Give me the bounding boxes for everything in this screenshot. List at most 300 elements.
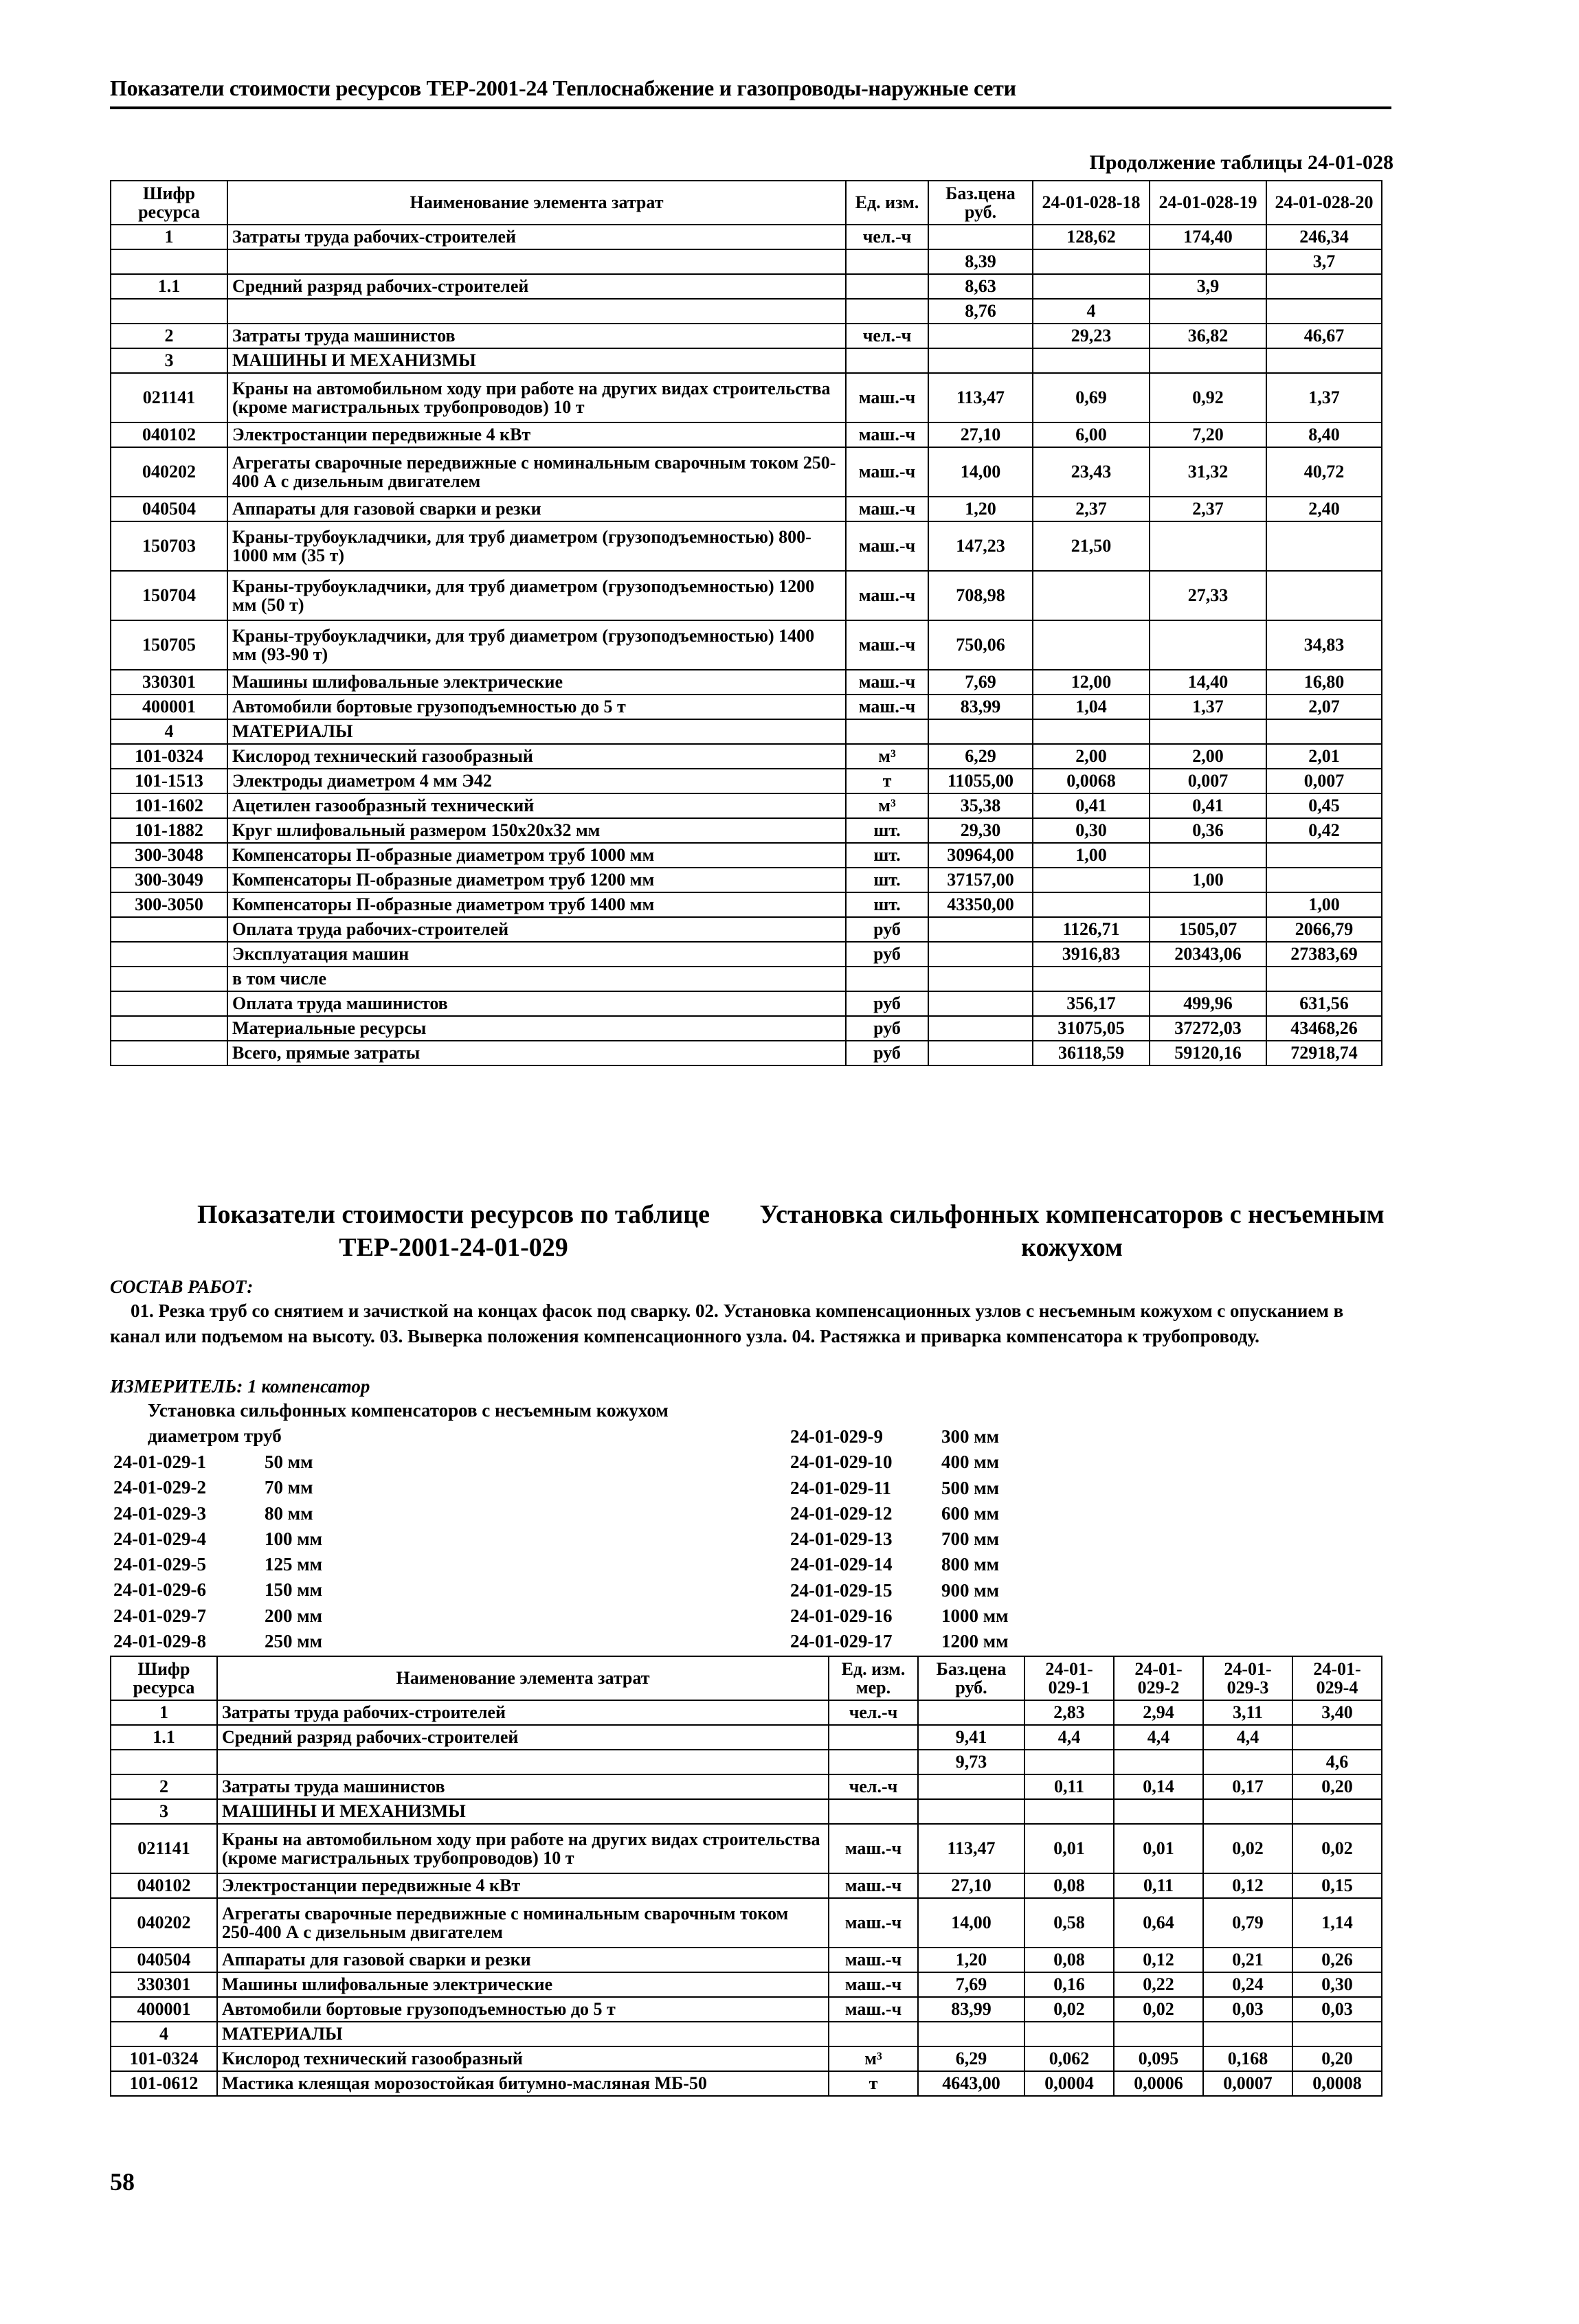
base-price-cell (918, 1700, 1024, 1725)
value-cell (1150, 348, 1266, 373)
base-price-cell (928, 917, 1033, 942)
resource-code-cell: 300-3050 (111, 892, 227, 917)
page-header: Показатели стоимости ресурсов ТЕР-2001-24 Теплоснабжение и газопроводы-наружные сети (110, 76, 1016, 100)
code-diameter: 1000 мм (941, 1605, 1009, 1626)
column-header: 24-01-028-18 (1033, 181, 1150, 225)
resource-code-cell: 101-0324 (111, 2046, 217, 2071)
table-row (111, 1016, 1382, 1041)
cost-element-cell: Затраты труда машинистов (217, 1774, 829, 1799)
value-cell: 1126,71 (1033, 917, 1150, 942)
unit-cell: маш.-ч (846, 447, 928, 497)
value-cell: 37272,03 (1150, 1016, 1266, 1041)
base-price-cell: 29,30 (928, 818, 1033, 843)
table-row (111, 843, 1382, 868)
value-cell: 34,83 (1266, 620, 1382, 670)
table-header-row (111, 181, 1382, 225)
value-cell (1292, 1725, 1382, 1750)
resource-code-cell (111, 917, 227, 942)
table-row (111, 348, 1382, 373)
value-cell (1266, 274, 1382, 299)
unit-cell: руб (846, 1041, 928, 1065)
code-diameter: 100 мм (265, 1528, 323, 1549)
unit-cell: маш.-ч (846, 373, 928, 422)
cost-element-cell: Компенсаторы П-образные диаметром труб 1400 мм (227, 892, 846, 917)
code-diameter: 700 мм (941, 1528, 1000, 1549)
code-number: 24-01-029-3 (113, 1502, 206, 1524)
resource-code-cell (111, 942, 227, 967)
table-row (111, 1997, 1382, 2022)
base-price-cell: 708,98 (928, 571, 1033, 620)
base-price-cell (928, 1041, 1033, 1065)
column-header: Шифр ресурса (111, 1656, 217, 1700)
code-diameter: 70 мм (265, 1477, 313, 1498)
value-cell: 0,14 (1114, 1774, 1203, 1799)
code-line (790, 1501, 1009, 1526)
base-price-cell: 6,29 (928, 744, 1033, 769)
base-price-cell: 1,20 (918, 1948, 1024, 1972)
table-row (111, 1774, 1382, 1799)
value-cell: 36,82 (1150, 324, 1266, 348)
base-price-cell: 11055,00 (928, 769, 1033, 793)
value-cell: 0,92 (1150, 373, 1266, 422)
table-row (111, 1799, 1382, 1824)
base-price-cell: 14,00 (928, 447, 1033, 497)
value-cell: 0,03 (1203, 1997, 1292, 2022)
table-row (111, 670, 1382, 695)
unit-cell: чел.-ч (829, 1700, 918, 1725)
column-header: 24-01-028-19 (1150, 181, 1266, 225)
resource-code-cell: 2 (111, 1774, 217, 1799)
table-row (111, 1750, 1382, 1774)
resource-code-cell: 021141 (111, 1824, 217, 1873)
value-cell: 1,37 (1266, 373, 1382, 422)
value-cell: 0,64 (1114, 1898, 1203, 1948)
value-cell: 0,095 (1114, 2046, 1203, 2071)
base-price-cell: 7,69 (918, 1972, 1024, 1997)
table-row (111, 1700, 1382, 1725)
value-cell: 0,36 (1150, 818, 1266, 843)
table-continuation-note: Продолжение таблицы 24-01-028 (1089, 151, 1393, 174)
value-cell (1033, 348, 1150, 373)
value-cell (1033, 620, 1150, 670)
value-cell: 0,02 (1024, 1997, 1114, 2022)
unit-cell: чел.-ч (846, 324, 928, 348)
table-row (111, 249, 1382, 274)
base-price-cell (928, 991, 1033, 1016)
resource-code-cell: 330301 (111, 1972, 217, 1997)
composition-label: СОСТАВ РАБОТ: (110, 1276, 254, 1297)
value-cell: 0,69 (1033, 373, 1150, 422)
value-cell: 2,94 (1114, 1700, 1203, 1725)
unit-cell: м³ (829, 2046, 918, 2071)
cost-element-cell: Мастика клеящая морозостойкая битумно-масляная МБ-50 (217, 2071, 829, 2096)
base-price-cell: 83,99 (928, 695, 1033, 719)
value-cell: 3,7 (1266, 249, 1382, 274)
value-cell: 0,0008 (1292, 2071, 1382, 2096)
unit-cell (829, 1799, 918, 1824)
code-number: 24-01-029-15 (790, 1579, 893, 1601)
header-rule (110, 106, 1391, 109)
cost-element-cell: Краны-трубоукладчики, для труб диаметром (грузоподъемностью) 1400 мм (93-90 т) (227, 620, 846, 670)
meter-line (110, 1374, 1391, 1399)
unit-cell: м³ (846, 793, 928, 818)
column-header: Ед. изм. (846, 181, 928, 225)
value-cell: 4,4 (1024, 1725, 1114, 1750)
unit-cell: маш.-ч (846, 695, 928, 719)
resource-code-cell: 2 (111, 324, 227, 348)
cost-element-cell: Средний разряд рабочих-строителей (227, 274, 846, 299)
value-cell (1266, 967, 1382, 991)
cost-element-cell: Агрегаты сварочные передвижные с номинальным сварочным током 250-400 А с дизельным двигателем (217, 1898, 829, 1948)
table-row (111, 1948, 1382, 1972)
value-cell: 1,37 (1150, 695, 1266, 719)
resource-code-cell: 150705 (111, 620, 227, 670)
value-cell (1266, 571, 1382, 620)
value-cell: 0,26 (1292, 1948, 1382, 1972)
resource-code-cell: 3 (111, 1799, 217, 1824)
resource-code-cell: 101-1513 (111, 769, 227, 793)
base-price-cell: 147,23 (928, 521, 1033, 571)
table-row (111, 571, 1382, 620)
value-cell: 0,168 (1203, 2046, 1292, 2071)
value-cell (1266, 843, 1382, 868)
section-title-right: Установка сильфонных компенсаторов с несъемным кожухом (759, 1200, 1385, 1262)
value-cell: 0,58 (1024, 1898, 1114, 1948)
code-diameter: 50 мм (265, 1452, 313, 1472)
value-cell: 0,11 (1114, 1873, 1203, 1898)
value-cell (1033, 868, 1150, 892)
code-line (790, 1476, 1009, 1501)
resource-code-cell: 040504 (111, 1948, 217, 1972)
value-cell: 0,42 (1266, 818, 1382, 843)
base-price-cell (928, 225, 1033, 249)
value-cell: 0,01 (1024, 1824, 1114, 1873)
value-cell (1114, 1799, 1203, 1824)
table-row (111, 942, 1382, 967)
codes-right-list (790, 1424, 1009, 1654)
value-cell: 7,20 (1150, 422, 1266, 447)
cost-element-cell: Затраты труда машинистов (227, 324, 846, 348)
value-cell: 246,34 (1266, 225, 1382, 249)
value-cell: 2,07 (1266, 695, 1382, 719)
value-cell: 1,04 (1033, 695, 1150, 719)
unit-cell: маш.-ч (829, 1948, 918, 1972)
value-cell (1024, 2022, 1114, 2046)
value-cell (1203, 1750, 1292, 1774)
resource-code-cell (111, 1750, 217, 1774)
value-cell (1150, 299, 1266, 324)
value-cell (1024, 1799, 1114, 1824)
code-line (790, 1424, 1009, 1449)
table-row (111, 769, 1382, 793)
value-cell (1266, 868, 1382, 892)
value-cell: 0,01 (1114, 1824, 1203, 1873)
resource-code-cell (111, 991, 227, 1016)
resource-code-cell: 330301 (111, 670, 227, 695)
value-cell: 36118,59 (1033, 1041, 1150, 1065)
value-cell: 0,30 (1033, 818, 1150, 843)
resource-code-cell: 1 (111, 225, 227, 249)
value-cell: 0,0004 (1024, 2071, 1114, 2096)
value-cell: 2,00 (1033, 744, 1150, 769)
cost-element-cell: Эксплуатация машин (227, 942, 846, 967)
code-line (113, 1526, 322, 1552)
code-diameter: 80 мм (265, 1502, 313, 1524)
table-row (111, 818, 1382, 843)
code-diameter: 200 мм (265, 1605, 323, 1626)
code-diameter: 400 мм (941, 1452, 1000, 1473)
cost-element-cell: МАТЕРИАЛЫ (227, 719, 846, 744)
value-cell: 59120,16 (1150, 1041, 1266, 1065)
resource-code-cell: 101-0612 (111, 2071, 217, 2096)
unit-cell: маш.-ч (846, 422, 928, 447)
base-price-cell: 35,38 (928, 793, 1033, 818)
resource-code-cell: 101-1882 (111, 818, 227, 843)
value-cell: 0,0068 (1033, 769, 1150, 793)
unit-cell: маш.-ч (846, 670, 928, 695)
column-header: Наименование элемента затрат (217, 1656, 829, 1700)
unit-cell: шт. (846, 868, 928, 892)
code-number: 24-01-029-1 (113, 1452, 206, 1472)
resource-code-cell: 300-3048 (111, 843, 227, 868)
value-cell: 1,14 (1292, 1898, 1382, 1948)
unit-cell: маш.-ч (829, 1873, 918, 1898)
cost-element-cell: Электростанции передвижные 4 кВт (217, 1873, 829, 1898)
value-cell: 16,80 (1266, 670, 1382, 695)
cost-element-cell: Средний разряд рабочих-строителей (217, 1725, 829, 1750)
cost-element-cell: Краны на автомобильном ходу при работе на других видах строительства (кроме магистральных трубопроводов) 10 т (227, 373, 846, 422)
value-cell (1024, 1750, 1114, 1774)
unit-cell: руб (846, 1016, 928, 1041)
value-cell: 0,007 (1150, 769, 1266, 793)
cost-element-cell: в том числе (227, 967, 846, 991)
cost-element-cell: МАШИНЫ И МЕХАНИЗМЫ (217, 1799, 829, 1824)
value-cell (1150, 967, 1266, 991)
value-cell (1266, 299, 1382, 324)
table-row (111, 719, 1382, 744)
code-line (113, 1603, 322, 1629)
value-cell: 72918,74 (1266, 1041, 1382, 1065)
value-cell: 31,32 (1150, 447, 1266, 497)
unit-cell (846, 719, 928, 744)
table-row (111, 793, 1382, 818)
table-row (111, 497, 1382, 521)
meter-label: ИЗМЕРИТЕЛЬ: (110, 1376, 243, 1397)
cost-element-cell: Оплата труда машинистов (227, 991, 846, 1016)
resource-code-cell: 040504 (111, 497, 227, 521)
cost-element-cell: Машины шлифовальные электрические (217, 1972, 829, 1997)
resource-code-cell: 4 (111, 2022, 217, 2046)
table-row (111, 521, 1382, 571)
value-cell: 0,02 (1114, 1997, 1203, 2022)
value-cell: 29,23 (1033, 324, 1150, 348)
value-cell: 0,0007 (1203, 2071, 1292, 2096)
value-cell: 2066,79 (1266, 917, 1382, 942)
unit-cell: маш.-ч (829, 1824, 918, 1873)
value-cell: 0,02 (1292, 1824, 1382, 1873)
base-price-cell (928, 1016, 1033, 1041)
cost-element-cell: Компенсаторы П-образные диаметром труб 1200 мм (227, 868, 846, 892)
cost-element-cell: Компенсаторы П-образные диаметром труб 1000 мм (227, 843, 846, 868)
value-cell: 3,11 (1203, 1700, 1292, 1725)
value-cell (1266, 719, 1382, 744)
base-price-cell: 14,00 (918, 1898, 1024, 1948)
resource-code-cell: 1 (111, 1700, 217, 1725)
code-diameter: 800 мм (941, 1554, 1000, 1575)
value-cell: 4 (1033, 299, 1150, 324)
resource-code-cell: 040202 (111, 447, 227, 497)
base-price-cell (928, 324, 1033, 348)
cost-element-cell: Машины шлифовальные электрические (227, 670, 846, 695)
table-row (111, 991, 1382, 1016)
code-line (113, 1629, 322, 1654)
code-number: 24-01-029-9 (790, 1426, 883, 1447)
table-row (111, 2022, 1382, 2046)
unit-cell (846, 274, 928, 299)
value-cell: 0,062 (1024, 2046, 1114, 2071)
base-price-cell (928, 942, 1033, 967)
unit-cell: чел.-ч (829, 1774, 918, 1799)
cost-element-cell: Агрегаты сварочные передвижные с номинальным сварочным током 250-400 А с дизельным двигателем (227, 447, 846, 497)
base-price-cell: 27,10 (928, 422, 1033, 447)
column-header: Ед. изм. мер. (829, 1656, 918, 1700)
cost-element-cell: Затраты труда рабочих-строителей (227, 225, 846, 249)
value-cell: 174,40 (1150, 225, 1266, 249)
value-cell (1150, 521, 1266, 571)
resource-code-cell: 400001 (111, 695, 227, 719)
value-cell: 40,72 (1266, 447, 1382, 497)
value-cell: 128,62 (1033, 225, 1150, 249)
table-row (111, 695, 1382, 719)
code-diameter: 125 мм (265, 1554, 323, 1575)
value-cell (1292, 2022, 1382, 2046)
value-cell: 6,00 (1033, 422, 1150, 447)
unit-cell: шт. (846, 892, 928, 917)
value-cell: 43468,26 (1266, 1016, 1382, 1041)
base-price-cell: 4643,00 (918, 2071, 1024, 2096)
section-title-left: Показатели стоимости ресурсов по таблице ТЕР-2001-24-01-029 (197, 1200, 710, 1262)
base-price-cell: 30964,00 (928, 843, 1033, 868)
table-row (111, 868, 1382, 892)
code-number: 24-01-029-10 (790, 1452, 893, 1473)
value-cell: 3,40 (1292, 1700, 1382, 1725)
code-number: 24-01-029-7 (113, 1605, 206, 1626)
code-diameter: 600 мм (941, 1502, 1000, 1524)
page-number: 58 (110, 2168, 135, 2196)
value-cell: 31075,05 (1033, 1016, 1150, 1041)
unit-cell: маш.-ч (846, 620, 928, 670)
value-cell: 4,4 (1203, 1725, 1292, 1750)
resource-code-cell: 101-1602 (111, 793, 227, 818)
value-cell (1203, 2022, 1292, 2046)
table-row (111, 1824, 1382, 1873)
column-header: Баз.цена руб. (928, 181, 1033, 225)
unit-cell (846, 967, 928, 991)
value-cell: 2,83 (1024, 1700, 1114, 1725)
unit-cell: руб (846, 917, 928, 942)
value-cell: 2,37 (1150, 497, 1266, 521)
base-price-cell: 8,76 (928, 299, 1033, 324)
value-cell (1033, 967, 1150, 991)
value-cell: 0,41 (1033, 793, 1150, 818)
value-cell: 0,08 (1024, 1948, 1114, 1972)
cost-element-cell: Автомобили бортовые грузоподъемностью до 5 т (217, 1997, 829, 2022)
resource-table-029 (110, 1656, 1382, 2097)
value-cell: 2,40 (1266, 497, 1382, 521)
table-row (111, 274, 1382, 299)
unit-cell: т (846, 769, 928, 793)
code-line (113, 1501, 322, 1526)
value-cell: 3,9 (1150, 274, 1266, 299)
unit-cell: т (829, 2071, 918, 2096)
table-row (111, 1972, 1382, 1997)
resource-table-028 (110, 180, 1382, 1066)
unit-cell: м³ (846, 744, 928, 769)
base-price-cell: 1,20 (928, 497, 1033, 521)
value-cell (1033, 571, 1150, 620)
resource-code-cell: 1.1 (111, 1725, 217, 1750)
value-cell: 0,20 (1292, 2046, 1382, 2071)
code-line (790, 1552, 1009, 1577)
value-cell: 631,56 (1266, 991, 1382, 1016)
value-cell: 2,01 (1266, 744, 1382, 769)
base-price-cell: 9,41 (918, 1725, 1024, 1750)
value-cell: 0,03 (1292, 1997, 1382, 2022)
table-row (111, 1873, 1382, 1898)
table-header-row (111, 1656, 1382, 1700)
value-cell: 21,50 (1033, 521, 1150, 571)
value-cell: 499,96 (1150, 991, 1266, 1016)
code-number: 24-01-029-11 (790, 1477, 891, 1498)
resource-code-cell (111, 1016, 227, 1041)
base-price-cell: 8,39 (928, 249, 1033, 274)
value-cell: 0,12 (1114, 1948, 1203, 1972)
table-row (111, 2046, 1382, 2071)
cost-element-cell: Электростанции передвижные 4 кВт (227, 422, 846, 447)
value-cell (1266, 521, 1382, 571)
value-cell: 1,00 (1033, 843, 1150, 868)
value-cell: 27383,69 (1266, 942, 1382, 967)
value-cell: 356,17 (1033, 991, 1150, 1016)
code-diameter: 900 мм (941, 1579, 1000, 1601)
column-header: Шифр ресурса (111, 181, 227, 225)
resource-code-cell (111, 967, 227, 991)
cost-element-cell: МАТЕРИАЛЫ (217, 2022, 829, 2046)
code-number: 24-01-029-17 (790, 1631, 893, 1651)
base-price-cell (928, 348, 1033, 373)
resource-code-cell (111, 249, 227, 274)
cost-element-cell: Материальные ресурсы (227, 1016, 846, 1041)
base-price-cell (918, 1774, 1024, 1799)
unit-cell: маш.-ч (846, 571, 928, 620)
table-row (111, 299, 1382, 324)
base-price-cell: 7,69 (928, 670, 1033, 695)
cost-element-cell: Автомобили бортовые грузоподъемностью до 5 т (227, 695, 846, 719)
cost-element-cell: Краны на автомобильном ходу при работе на других видах строительства (кроме магистральных трубопроводов) 10 т (217, 1824, 829, 1873)
value-cell: 46,67 (1266, 324, 1382, 348)
cost-element-cell: Ацетилен газообразный технический (227, 793, 846, 818)
table-row (111, 1041, 1382, 1065)
unit-cell: чел.-ч (846, 225, 928, 249)
cost-element-cell: Затраты труда рабочих-строителей (217, 1700, 829, 1725)
base-price-cell (918, 2022, 1024, 2046)
value-cell (1150, 719, 1266, 744)
resource-code-cell: 3 (111, 348, 227, 373)
base-price-cell: 6,29 (918, 2046, 1024, 2071)
value-cell: 0,22 (1114, 1972, 1203, 1997)
value-cell (1150, 620, 1266, 670)
code-number: 24-01-029-16 (790, 1605, 893, 1626)
